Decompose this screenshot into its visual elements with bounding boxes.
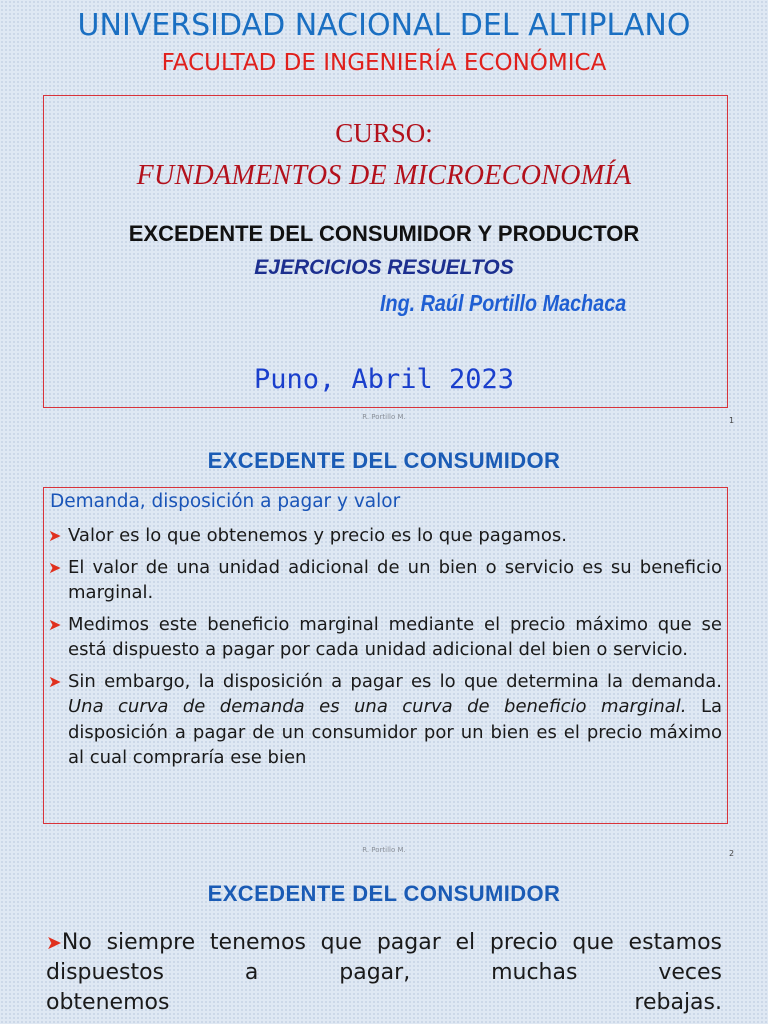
date-place: Puno, Abril 2023: [253, 364, 515, 395]
arrow-right-icon: ➤: [48, 526, 62, 545]
list-item: [48, 523, 722, 549]
bullet-text: Valor es lo que obtenemos y precio es lo que pagamos.: [68, 525, 567, 546]
section-title: EXCEDENTE DEL CONSUMIDOR: [207, 881, 561, 906]
course-label: CURSO:: [335, 118, 433, 148]
list-item: [48, 612, 722, 663]
list-item-continuation: [46, 988, 722, 1018]
author-name: Ing. Raúl Portillo Machaca: [380, 290, 627, 316]
bullet-emphasis: Una curva de demanda es una curva de beneficio marginal.: [68, 696, 687, 717]
arrow-right-icon: ➤: [48, 671, 62, 691]
section-subtitle: Demanda, disposición a pagar y valor: [50, 491, 401, 512]
arrow-right-icon: ➤: [46, 932, 62, 954]
bullet-list: [46, 928, 722, 1018]
faculty-title: FACULTAD DE INGENIERÍA ECONÓMICA: [161, 50, 607, 76]
list-item: [46, 928, 722, 988]
bullet-text: El valor de una unidad adicional de un bien o servicio es su beneficio marginal.: [68, 556, 722, 603]
arrow-right-icon: ➤: [48, 557, 62, 577]
bullet-text: No siempre tenemos que pagar el precio que estamos dispuestos a pagar, muchas veces: [46, 930, 722, 985]
bullet-text: obtenemos rebajas.: [46, 990, 722, 1015]
arrow-right-icon: ➤: [48, 614, 62, 634]
subtopic-title: EJERCICIOS RESUELTOS: [254, 256, 514, 279]
course-name: FUNDAMENTOS DE MICROECONOMÍA: [136, 160, 632, 191]
bullet-list: [48, 523, 722, 777]
slide-page-number: 2: [729, 849, 735, 858]
university-title: UNIVERSIDAD NACIONAL DEL ALTIPLANO: [77, 8, 691, 43]
section-title: EXCEDENTE DEL CONSUMIDOR: [207, 448, 561, 473]
slide-page-number: 1: [729, 416, 735, 425]
bullet-text: Sin embargo, la disposición a pagar es lo que determina la demanda.: [68, 670, 722, 692]
slide-footer-author: R. Portillo M.: [362, 413, 406, 421]
bullet-text: Medimos este beneficio marginal mediante el precio máximo que se está dispuesto a pagar por cada unidad adicional del bien o servicio.: [68, 613, 722, 660]
topic-title: EXCEDENTE DEL CONSUMIDOR Y PRODUCTOR: [128, 221, 640, 246]
slide-footer-author: R. Portillo M.: [362, 846, 406, 854]
list-item: [48, 555, 722, 606]
list-item: [48, 669, 722, 771]
bullet-text: La disposición a pagar de un consumidor por un bien es el precio máximo al cual compraría ese bien: [68, 696, 722, 768]
